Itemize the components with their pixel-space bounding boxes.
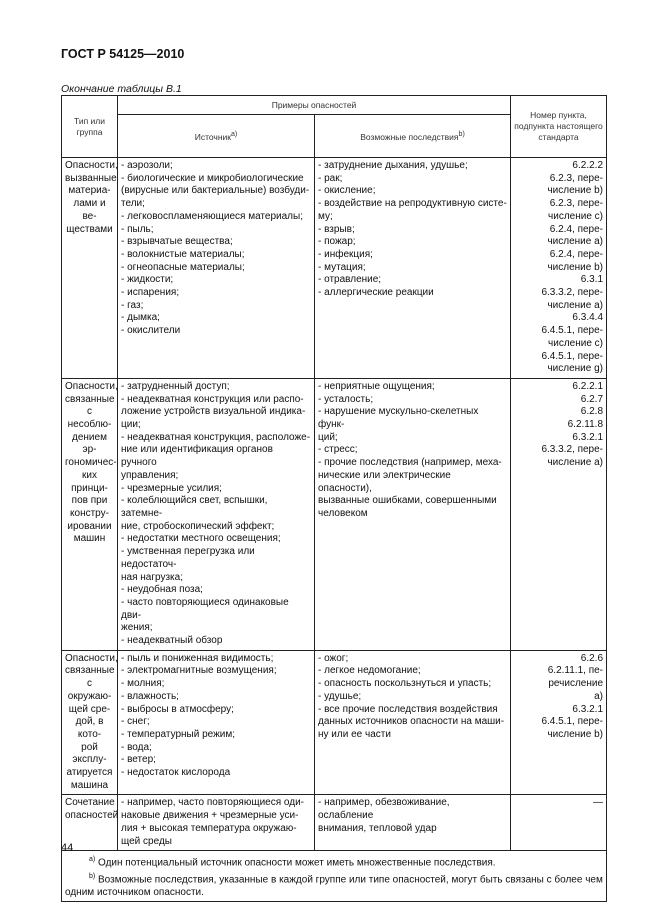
consequence-cell bbox=[315, 158, 511, 379]
type-line: связанные bbox=[65, 665, 115, 677]
source-line: жения; bbox=[121, 622, 153, 634]
reference-cell bbox=[511, 378, 607, 650]
consequence-line: - усталость; bbox=[318, 393, 374, 405]
consequence-line: - удушье; bbox=[318, 690, 362, 702]
consequence-line: - отравление; bbox=[318, 274, 382, 286]
source-line: - аэрозоли; bbox=[121, 160, 173, 171]
source-line: - недостаток кислорода bbox=[121, 767, 231, 779]
type-line: вызванные bbox=[65, 172, 117, 184]
source-line: - умственная перегрузка или недостаточ- bbox=[121, 546, 255, 570]
consequence-line: ну или ее части bbox=[318, 728, 391, 740]
source-line: - испарения; bbox=[121, 287, 180, 299]
reference-line: 6.3.2.1 bbox=[572, 703, 604, 715]
consequence-line: - мутация; bbox=[318, 261, 366, 273]
reference-line: числение a) bbox=[547, 299, 604, 311]
source-line: - жидкости; bbox=[121, 274, 174, 286]
reference-cell bbox=[511, 650, 607, 795]
reference-line: числение c) bbox=[548, 337, 604, 349]
source-line: - чрезмерные усилия; bbox=[121, 482, 222, 494]
reference-line: 6.2.4, пере- bbox=[549, 248, 604, 260]
reference-line: 6.3.3.2, пере- bbox=[541, 444, 604, 456]
consequence-line: - ожог; bbox=[318, 652, 349, 664]
consequence-line: му; bbox=[318, 210, 333, 222]
reference-line: числение b) bbox=[547, 728, 604, 740]
type-line: дой, в кото- bbox=[75, 716, 104, 740]
hazard-type-cell bbox=[62, 378, 118, 650]
consequence-line: нические или электрические опасности), bbox=[318, 469, 451, 494]
source-line: - газ; bbox=[121, 299, 144, 311]
source-line: управления; bbox=[121, 469, 179, 481]
consequence-cell bbox=[315, 650, 511, 795]
reference-line: числение g) bbox=[547, 363, 604, 375]
source-cell bbox=[118, 158, 315, 379]
consequence-line: - взрыв; bbox=[318, 223, 355, 235]
consequence-line: - неприятные ощущения; bbox=[318, 380, 435, 392]
reference-line: 6.2.4, пере- bbox=[549, 223, 604, 235]
source-line: наковые движения + чрезмерные уси- bbox=[121, 810, 299, 822]
reference-line: 6.3.4.4 bbox=[572, 312, 604, 324]
source-line: - неадекватный обзор bbox=[121, 635, 223, 647]
source-line: - ветер; bbox=[121, 754, 156, 766]
source-cell bbox=[118, 378, 315, 650]
source-line: - снег; bbox=[121, 716, 150, 728]
source-line: - например, часто повторяющиеся оди- bbox=[121, 797, 305, 809]
source-line: - взрывчатые вещества; bbox=[121, 236, 233, 248]
source-line: - окислители bbox=[121, 325, 181, 337]
consequence-cell bbox=[315, 795, 511, 851]
source-line: - электромагнитные возмущения; bbox=[121, 665, 277, 677]
type-line: связанные bbox=[65, 393, 115, 405]
hazard-type-cell bbox=[62, 158, 118, 379]
source-line: - молния; bbox=[121, 678, 165, 690]
reference-line: 6.3.2.1 bbox=[572, 431, 604, 443]
source-line: - колеблющийся свет, вспышки, затемне- bbox=[121, 495, 268, 519]
reference-line: 6.2.3, пере- bbox=[549, 172, 604, 184]
source-line: - часто повторяющиеся одинаковые дви- bbox=[121, 596, 289, 621]
hazard-type-cell bbox=[62, 650, 118, 795]
reference-line: 6.2.11.1, пе- bbox=[547, 665, 604, 677]
reference-line: числение a) bbox=[547, 457, 604, 469]
header-source-mark: a) bbox=[231, 131, 238, 139]
consequence-cell bbox=[315, 378, 511, 650]
consequence-line: - опасность поскользнуться и упасть; bbox=[318, 678, 492, 690]
table-row bbox=[62, 650, 607, 795]
source-line: ции; bbox=[121, 419, 141, 431]
table-caption: Окончание таблицы В.1 bbox=[61, 83, 182, 95]
consequence-line: - аллергические реакции bbox=[318, 287, 434, 299]
header-consequence bbox=[315, 115, 511, 158]
reference-line: числение b) bbox=[547, 261, 604, 273]
header-source bbox=[118, 115, 315, 158]
header-examples: Примеры опасностей bbox=[118, 96, 511, 115]
source-line: ложение устройств визуальной индика- bbox=[121, 406, 306, 418]
reference-line: 6.4.5.1, пере- bbox=[541, 716, 604, 728]
type-line: ировании bbox=[67, 520, 112, 532]
table-row bbox=[62, 795, 607, 851]
type-line: пов при bbox=[71, 495, 108, 507]
type-line: ществами bbox=[66, 223, 113, 235]
type-line: лами и ве- bbox=[73, 198, 106, 222]
consequence-line: - окисление; bbox=[318, 185, 376, 197]
reference-line: 6.2.6 bbox=[580, 652, 604, 664]
header-source-label: Источник bbox=[194, 131, 232, 142]
reference-line: — bbox=[593, 797, 604, 809]
source-line: - биологические и микробиологические bbox=[121, 172, 304, 184]
reference-line: 6.2.7 bbox=[580, 393, 604, 405]
source-line: - пыль; bbox=[121, 223, 154, 235]
source-line: - дымка; bbox=[121, 312, 160, 324]
source-line: - температурный режим; bbox=[121, 728, 236, 740]
source-line: - вода; bbox=[121, 741, 152, 753]
reference-cell bbox=[511, 795, 607, 851]
consequence-line: - прочие последствия (например, меха- bbox=[318, 457, 502, 469]
type-line: дением эр- bbox=[72, 431, 107, 456]
reference-line: 6.2.11.8 bbox=[567, 419, 604, 431]
source-line: (вирусные или бактериальные) возбуди- bbox=[121, 185, 310, 197]
footnote-a bbox=[65, 853, 603, 869]
type-line: Опасности, bbox=[65, 160, 118, 171]
source-line: - влажность; bbox=[121, 690, 179, 702]
consequence-line: - пожар; bbox=[318, 236, 356, 248]
source-line: - неадекватная конструкция, расположе- bbox=[121, 431, 311, 443]
consequence-line: внимания, тепловой удар bbox=[318, 822, 437, 834]
source-line: ная нагрузка; bbox=[121, 571, 183, 583]
source-line: лия + высокая температура окружаю- bbox=[121, 822, 297, 834]
consequence-line: - все прочие последствия воздействия bbox=[318, 703, 498, 715]
consequence-line: данных источников опасности на маши- bbox=[318, 716, 505, 728]
source-line: щей среды bbox=[121, 835, 172, 847]
source-line: - волокнистые материалы; bbox=[121, 248, 245, 260]
page-number: 44 bbox=[61, 842, 74, 854]
reference-line: 6.2.3, пере- bbox=[549, 198, 604, 210]
header-consequence-mark: b) bbox=[458, 131, 465, 139]
reference-line: 6.4.5.1, пере- bbox=[541, 325, 604, 337]
source-line: тели; bbox=[121, 198, 145, 210]
type-line: гономичес- bbox=[65, 457, 117, 469]
notes-cell bbox=[62, 851, 607, 902]
header-type: Тип или группа bbox=[62, 96, 118, 158]
reference-line: речисление bbox=[548, 678, 604, 690]
footnote-a-mark: a) bbox=[89, 856, 96, 864]
type-line: Опасности, bbox=[65, 380, 118, 392]
reference-line: 6.4.5.1, пере- bbox=[541, 350, 604, 362]
consequence-line: ций; bbox=[318, 431, 338, 443]
type-line: материа- bbox=[68, 185, 111, 197]
consequence-line: вызванные ошибками, совершенными bbox=[318, 495, 497, 507]
type-line: с окружаю- bbox=[67, 678, 112, 702]
consequence-line: - воздействие на репродуктивную систе- bbox=[318, 198, 507, 210]
reference-line: 6.3.1 bbox=[580, 274, 604, 286]
consequence-line: человеком bbox=[318, 507, 368, 519]
type-line: рой эксплу- bbox=[72, 741, 107, 766]
type-line: констру- bbox=[70, 507, 109, 519]
source-line: ние, стробоскопический эффект; bbox=[121, 520, 275, 532]
type-line: щей сре- bbox=[68, 703, 111, 715]
consequence-line: - рак; bbox=[318, 172, 343, 184]
table-row bbox=[62, 158, 607, 379]
reference-line: числение a) bbox=[547, 236, 604, 248]
source-line: - неадекватная конструкция или распо- bbox=[121, 393, 304, 405]
header-ref: Номер пункта, подпункта настоящего стандарта bbox=[511, 96, 607, 158]
document-header: ГОСТ Р 54125—2010 bbox=[61, 47, 185, 61]
consequence-line: - легкое недомогание; bbox=[318, 665, 421, 677]
type-line: ких принци- bbox=[71, 469, 108, 494]
reference-line: 6.2.8 bbox=[580, 406, 604, 418]
source-line: - выбросы в атмосферу; bbox=[121, 703, 234, 715]
reference-line: 6.2.2.1 bbox=[572, 380, 604, 392]
table-row bbox=[62, 378, 607, 650]
type-line: машин bbox=[73, 533, 106, 545]
type-line: опасностей bbox=[65, 810, 119, 822]
reference-line: 6.2.2.2 bbox=[572, 160, 604, 171]
source-cell bbox=[118, 795, 315, 851]
footnote-b-text: Возможные последствия, указанные в каждой группе или типе опасностей, могут быть связаны с более чем одним источником опасности. bbox=[65, 873, 603, 898]
type-line: атируется bbox=[66, 767, 113, 779]
type-line: с несоблю- bbox=[67, 406, 112, 431]
reference-line: числение c) bbox=[548, 210, 604, 222]
reference-line: a) bbox=[594, 690, 604, 702]
consequence-line: - затруднение дыхания, удушье; bbox=[318, 160, 468, 171]
consequence-line: - стресс; bbox=[318, 444, 358, 456]
hazard-table bbox=[61, 95, 607, 902]
footnote-b-mark: b) bbox=[89, 872, 96, 880]
source-line: - неудобная поза; bbox=[121, 584, 203, 596]
source-cell bbox=[118, 650, 315, 795]
consequence-line: - например, обезвоживание, ослабление bbox=[318, 797, 450, 822]
reference-line: числение b) bbox=[547, 185, 604, 197]
header-consequence-label: Возможные последствия bbox=[360, 131, 459, 142]
footnote-b bbox=[65, 870, 603, 899]
consequence-line: - нарушение мускульно-скелетных функ- bbox=[318, 406, 479, 431]
source-line: - затрудненный доступ; bbox=[121, 380, 230, 392]
source-line: ние или идентификация органов ручного bbox=[121, 444, 273, 469]
source-line: - пыль и пониженная видимость; bbox=[121, 652, 274, 664]
type-line: машина bbox=[70, 779, 109, 791]
source-line: - легковоспламеняющиеся материалы; bbox=[121, 210, 303, 222]
reference-line: 6.3.3.2, пере- bbox=[541, 287, 604, 299]
source-line: - огнеопасные материалы; bbox=[121, 261, 245, 273]
footnote-a-text: Один потенциальный источник опасности может иметь множественные последствия. bbox=[98, 857, 496, 869]
consequence-line: - инфекция; bbox=[318, 248, 373, 260]
type-line: Сочетание bbox=[65, 797, 115, 809]
source-line: - недостатки местного освещения; bbox=[121, 533, 281, 545]
reference-cell bbox=[511, 158, 607, 379]
type-line: Опасности, bbox=[65, 652, 118, 664]
